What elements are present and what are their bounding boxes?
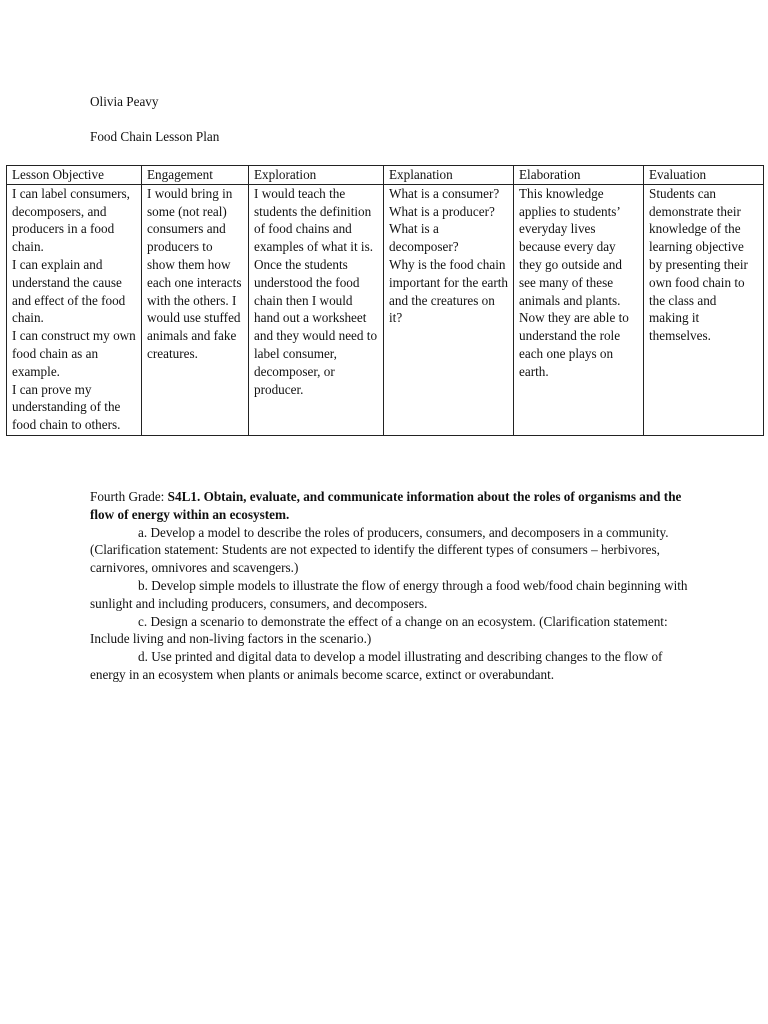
- engagement-text: I would bring in some (not real) consumers and producers to show them how each one interacts with the others. I would use stuffed animals and fake creatures.: [147, 185, 242, 361]
- explanation-question: What is a producer?: [389, 203, 495, 219]
- standard-heading: [90, 488, 690, 524]
- standard-item: [90, 524, 690, 577]
- column-header-evaluation: Evaluation: [644, 166, 764, 185]
- cell-evaluation: [644, 184, 764, 435]
- standard-item-text: c. Design a scenario to demonstrate the effect of a change on an ecosystem. (Clarification statement: Include living and non-living factors in the scenario.): [90, 613, 668, 647]
- explanation-question: Why is the food chain important for the earth and the creatures on it?: [389, 256, 509, 326]
- cell-elaboration: [514, 184, 644, 435]
- cell-exploration: [249, 184, 384, 435]
- evaluation-text: Students can demonstrate their knowledge of the learning objective by presenting their own food chain to the class and making it themselves.: [649, 185, 748, 344]
- exploration-text: I would teach the students the definition of food chains and examples of what it is. Once the students understood the food chain then I would hand out a worksheet and they would need to label consumer, decomposer, or producer.: [254, 185, 378, 397]
- document-title: Food Chain Lesson Plan: [90, 129, 220, 144]
- table-header-row: [7, 166, 764, 185]
- objective-line: I can explain and understand the cause and effect of the food chain.: [12, 256, 126, 326]
- standard-item: [90, 577, 690, 613]
- objective-line: I can prove my understanding of the food chain to others.: [12, 381, 121, 433]
- standard-code: S4L1.: [167, 489, 201, 504]
- explanation-question: What is a consumer?: [389, 185, 500, 201]
- explanation-question: What is a decomposer?: [389, 221, 459, 255]
- column-header-engagement: Engagement: [142, 166, 249, 185]
- standard-item-text: d. Use printed and digital data to develop a model illustrating and describing changes to the flow of energy in an ecosystem when plants or animals become scarce, extinct or overabundant.: [90, 649, 663, 682]
- standards-section: [90, 488, 690, 684]
- cell-lesson-objective: [7, 184, 142, 435]
- grade-label: Fourth Grade:: [90, 489, 165, 504]
- cell-engagement: [142, 184, 249, 435]
- column-header-explanation: Explanation: [384, 166, 514, 185]
- standard-item-text: a. Develop a model to describe the roles of producers, consumers, and decomposers in a community. (Clarification statement: Students are not expected to identify the different types of consumers – herbivores, carnivores, omnivores and scavengers.): [90, 524, 669, 576]
- standard-item: [90, 613, 690, 649]
- table-row: [7, 184, 764, 435]
- column-header-exploration: Exploration: [249, 166, 384, 185]
- cell-explanation: [384, 184, 514, 435]
- author-name: Olivia Peavy: [90, 94, 159, 109]
- column-header-elaboration: Elaboration: [514, 166, 644, 185]
- column-header-lesson-objective: Lesson Objective: [7, 166, 142, 185]
- lesson-plan-table: [6, 165, 764, 436]
- elaboration-text: This knowledge applies to students’ everyday lives because every day they go outside and see many of these animals and plants. Now they are able to understand the role each one plays on earth.: [519, 185, 629, 379]
- objective-line: I can construct my own food chain as an example.: [12, 328, 136, 379]
- objective-line: I can label consumers, decomposers, and producers in a food chain.: [12, 185, 130, 255]
- standard-item-text: b. Develop simple models to illustrate the flow of energy through a food web/food chain beginning with sunlight and including producers, consumers, and decomposers.: [90, 577, 688, 611]
- standard-title: Obtain, evaluate, and communicate information about the roles of organisms and the flow of energy within an ecosystem.: [90, 489, 682, 522]
- standard-item: [90, 648, 690, 684]
